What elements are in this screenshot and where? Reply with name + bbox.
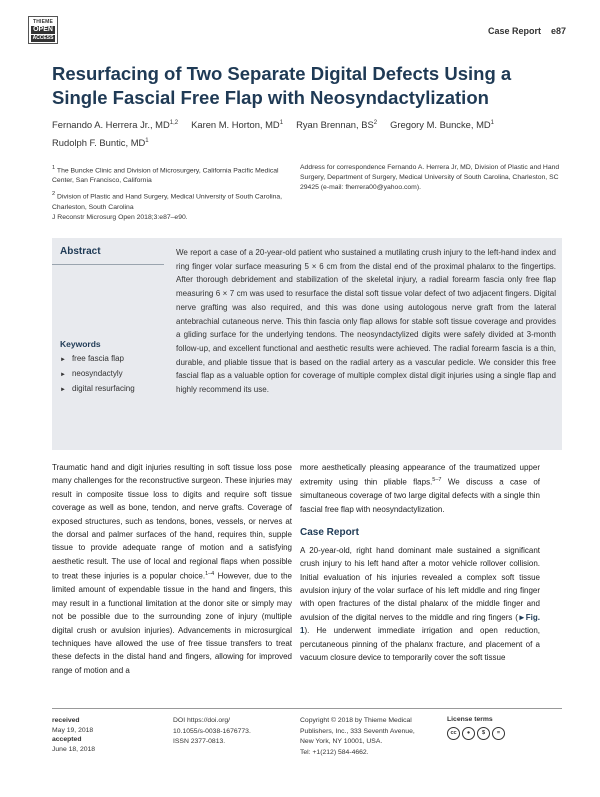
keyword: ► neosyndactyly [60,367,135,382]
cc-by-icon: ● [462,727,475,740]
keyword: ► digital resurfacing [60,382,135,397]
figure-reference-link[interactable]: ►Fig. 1 [300,612,540,636]
abstract-divider [52,264,164,265]
affiliation [52,189,292,212]
copyright-line: Copyright © 2018 by Thieme Medical [300,717,412,724]
affiliations [52,163,292,216]
body-paragraph [52,461,292,677]
accepted-date: June 18, 2018 [52,745,96,753]
abstract-text: We report a case of a 20-year-old patient who sustained a mutilating crush injury to the left-hand index and ring finger volar surface measuring 5 × 6 cm from the distal end of the proximal phalanx to the fingertips. After thorough debridement and stabilization of the skeletal injury, a radial forearm fascia only free flap measuring 6 × 7 cm was used to resurface the distal soft tissue volar defect of two adjacent fingers. Digital nerve grafting was also required, and this was done using autologous nerve graft from the lateral antebrachial cutaneous nerve. This thin fascia only flap allows for stable soft tissue coverage and provides a gliding surface for the underlying tendons. The neosyndactylized digits were safely divided at 3-month follow-up, and excellent functional and aesthetic results were achieved. The radial forearm fascia is a thin, durable, and pliable tissue that is based on the radial artery as a vascular pedicle. We consider this free fascial flap as a valuable option for coverage of multiple complex distal digit injuries using a single flap and highly recommend its use. [176,248,556,395]
doi-info [173,716,283,748]
cc-icon: cc [447,727,460,740]
affiliation-text: The Buncke Clinic and Division of Microsurgery, California Pacific Medical Center, San Francisco, California [52,167,279,185]
author-list [52,115,572,151]
journal-citation: J Reconstr Microsurg Open 2018;3:e87–e90. [52,214,188,221]
cc-nc-icon: $ [477,727,490,740]
affiliation-number: 2 [52,191,56,198]
issn-line: ISSN 2377-0813. [173,738,226,745]
body-text: more aesthetically pleasing appearance of the traumatized upper extremity using thin pliable flaps. [300,463,540,488]
body-paragraph [300,544,540,665]
author-affiliation-sup: 1,2 [169,120,179,126]
received-label: received [52,717,80,724]
citation-sup: 1–4 [205,571,215,578]
author-affiliation-sup: 1 [279,120,284,126]
cc-nd-icon: = [492,727,505,740]
author: Karen M. Horton, MD [191,119,280,131]
section-label: Case Report [487,26,541,36]
body-column-right [300,461,540,664]
body-text: However, due to the limited amount of expendable tissue in the hand and fingers, this may result in a functional limitation at the donor site or simply may not be possible due to the surrounding zone of injury (multiple digital crush or avulsion injuries). Advancements in microsurgical techniques have allowed the use of free tissue transfers to treat these defects in the distal hand and fingers, allowing for improved range of motion and a [52,571,292,675]
logo-mid-text: OPEN [31,26,55,34]
doi-line[interactable]: 10.1055/s-0038-1676773. [173,727,251,735]
affiliation-number: 1 [52,165,56,171]
received-date: May 19, 2018 [52,726,94,734]
license-title: License terms [447,716,493,723]
author: Rudolph F. Buntic, MD [52,137,146,149]
article-title: Resurfacing of Two Separate Digital Defects Using a Single Fascial Free Flap with Neosyndactylization [52,63,512,108]
copyright-line: Publishers, Inc., 333 Seventh Avenue, [300,727,415,735]
footer-divider [52,708,562,709]
author-affiliation-sup: 1 [145,138,149,145]
abstract-box [52,238,562,450]
article-dates [52,716,142,754]
copyright-line: New York, NY 10001, USA. [300,738,383,745]
affiliation [52,163,292,186]
body-text: We discuss a case of simultaneous coverage of two large digital defects with a single thin fascial free flap with neosyndactylization. [300,478,540,514]
copyright-line: Tel: +1(212) 584-4662. [300,748,369,756]
body-text: ). He underwent immediate irrigation and open reduction, percutaneous pinning of the phalanx fracture, and placement of a vacuum closure device to temporarily cover the soft tissue [300,626,540,662]
section-heading: Case Report [300,527,359,539]
keyword: ► free fascia flap [60,352,135,367]
creative-commons-icons[interactable] [447,727,505,740]
author: Fernando A. Herrera Jr., MD [52,119,170,131]
author: Gregory M. Buncke, MD [390,119,491,131]
accepted-label: accepted [52,736,82,743]
citation-sup: 5–7 [432,477,442,484]
keywords-heading: Keywords [60,339,101,349]
logo-bottom-text: ACCESS [32,35,54,41]
body-text: A 20-year-old, right hand dominant male sustained a significant crush injury to his left hand after a motor vehicle rollover collision. Initial evaluation of his injuries revealed a complex soft tissue avulsion injury of the volar surface of his left middle and ring finger with open fractures of the distal phalanx of the middle finger and avulsion of the digital nerves to the middle and ring fingers ( [300,545,540,622]
author: Ryan Brennan, BS [296,119,374,131]
abstract-heading: Abstract [60,246,101,257]
affiliation-text: Division of Plastic and Hand Surgery, Medical University of South Carolina, Charleston, South Carolina [52,193,283,211]
keywords-list [60,352,135,397]
author-affiliation-sup: 2 [373,120,378,126]
copyright-info [300,716,435,758]
running-head [488,26,566,36]
thieme-open-access-logo [28,16,58,44]
body-paragraph [300,461,540,516]
body-text: Traumatic hand and digit injuries resulting in soft tissue loss pose many challenges for the reconstructive surgeon. These injuries may result in composite tissue loss to digits and require soft tissue coverage as well as bone, tendon, and nerve grafts. Coverage of exposed structures, such as tendons, bones, vessels, or nerves at the dorsal and palmer surfaces of the hand, requires thin, supple tissue to provide adequate range of motion and a satisfying aesthetic result. The use of local and regional flaps when possible to treat these injuries is a popular choice. [52,463,292,581]
logo-top-text: THIEME [32,19,54,25]
page-number: e87 [550,26,566,36]
doi-line[interactable]: DOI https://doi.org/ [173,717,231,724]
body-column-left [52,461,292,677]
correspondence-address: Address for correspondence Fernando A. Herrera Jr, MD, Division of Plastic and Hand Surgery, Department of Surgery, Medical University of South Carolina, Charleston, SC 29425 (e-mail: fherrera00@yahoo.com). [300,164,560,191]
license-terms [447,716,505,740]
author-affiliation-sup: 1 [490,120,495,126]
